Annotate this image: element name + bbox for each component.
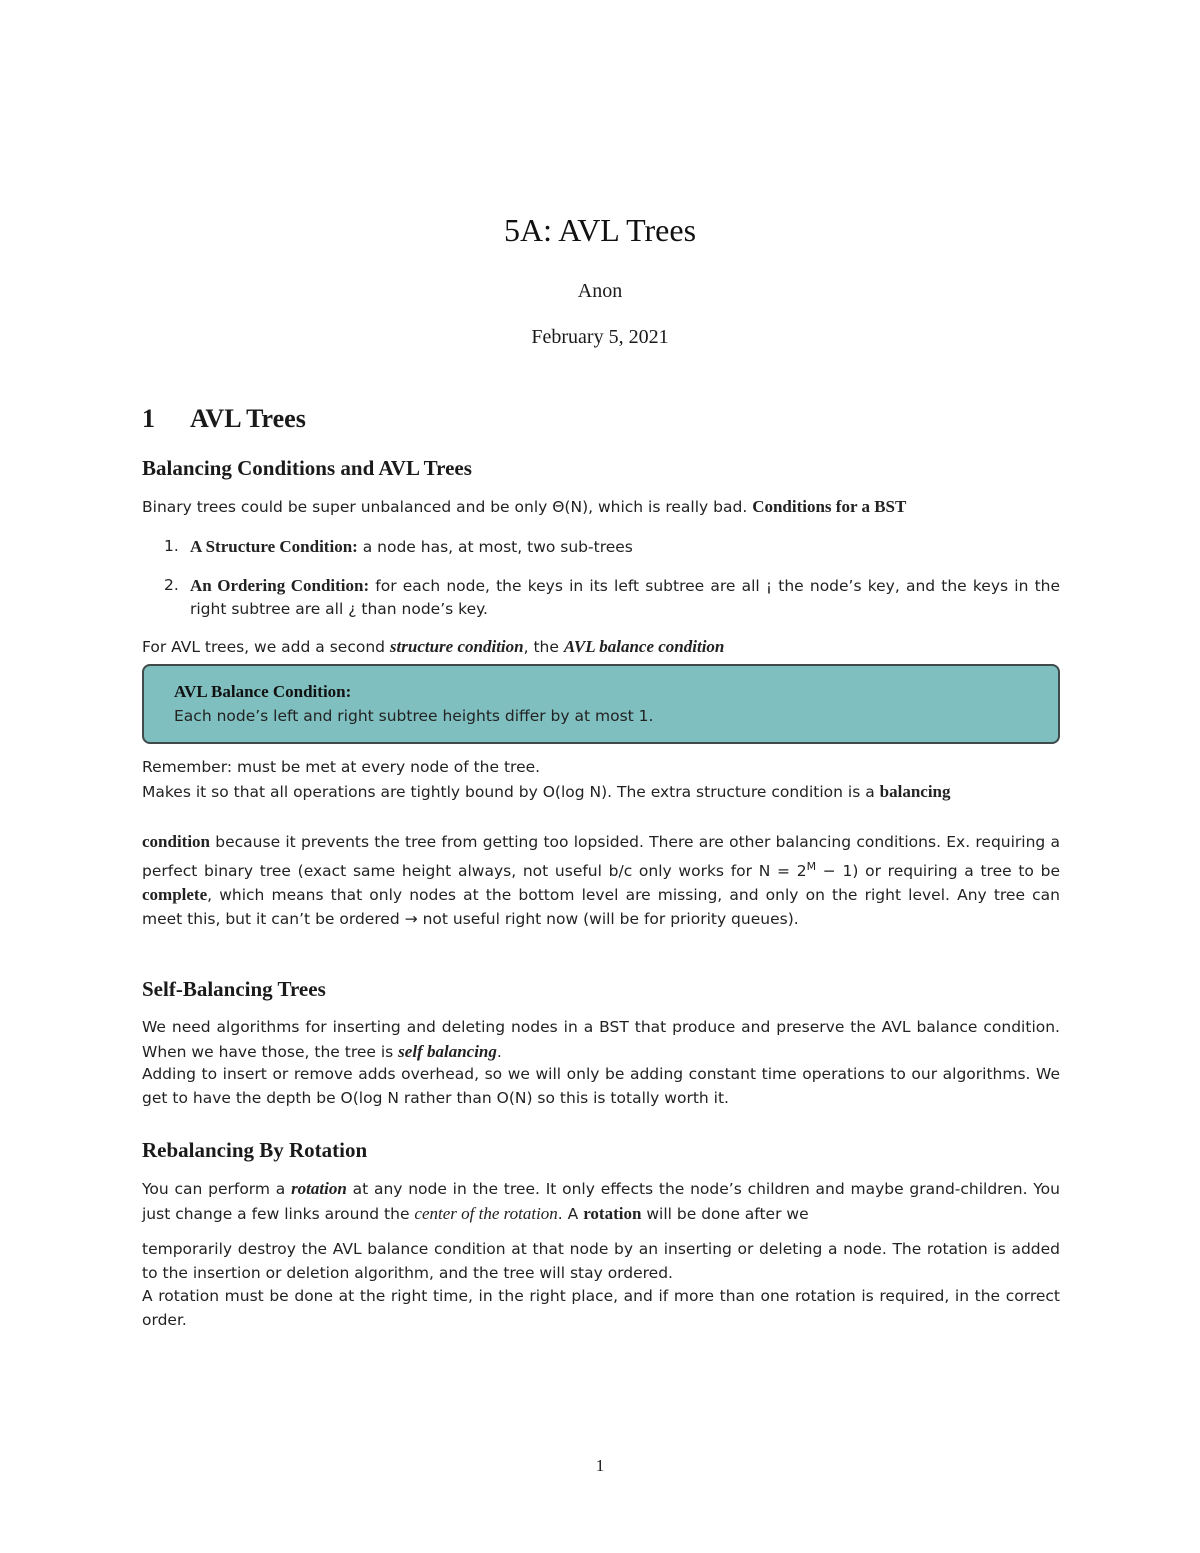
rotation-paragraph bbox=[142, 1177, 1060, 1226]
avl-intro-text: For AVL trees, we add a second bbox=[142, 638, 390, 656]
list-item-text: for each node, the keys in its left subtree are all ¡ the node’s key, and the keys in the right subtree are all ¿ than node’s key. bbox=[190, 576, 1061, 618]
self-balancing-term: self balancing bbox=[398, 1041, 497, 1061]
rotation-text: . A bbox=[557, 1204, 584, 1223]
avl-intro bbox=[142, 635, 1060, 660]
document-author: Anon bbox=[577, 280, 623, 302]
rotation-text: at any node in the tree. It only effects the node’s children and maybe grand-children. You just change a few links around the bbox=[142, 1180, 1060, 1223]
section-number: 1 bbox=[142, 404, 155, 433]
document-title: 5A: AVL Trees bbox=[503, 212, 697, 248]
avl-balance-condition-term: AVL balance condition bbox=[563, 637, 725, 656]
bound-line bbox=[142, 780, 1060, 805]
structure-condition-term: structure condition bbox=[389, 637, 524, 656]
list-item-label: An Ordering Condition: bbox=[190, 575, 370, 595]
rotation-text: You can perform a bbox=[142, 1180, 292, 1198]
section-title: AVL Trees bbox=[190, 404, 306, 433]
list-item-text: a node has, at most, two sub-trees bbox=[357, 538, 633, 556]
bound-line-text: Makes it so that all operations are tightly bound by O(log N). The extra structure condition is a bbox=[142, 783, 880, 801]
rotation-timing-paragraph: temporarily destroy the AVL balance condition at that node by an inserting or deleting a node. The rotation is added to the insertion or deletion algorithm, and the tree will stay ordered. bbox=[142, 1240, 1060, 1282]
list-item-label: A Structure Condition: bbox=[190, 537, 358, 556]
overhead-paragraph: Adding to insert or remove adds overhead, so we will only be adding constant time operations to our algorithms. We get to have the depth be O(log N rather than O(N) so this is totally worth it. bbox=[142, 1065, 1060, 1107]
rotation-text: will be done after we bbox=[641, 1204, 809, 1223]
self-balancing-text: . bbox=[496, 1042, 502, 1061]
exponent: M bbox=[806, 859, 817, 873]
subsection-heading-balancing: Balancing Conditions and AVL Trees bbox=[142, 456, 472, 480]
callout-body: Each node’s left and right subtree heights differ by at most 1. bbox=[174, 707, 654, 725]
callout-title: AVL Balance Condition: bbox=[174, 682, 352, 701]
bst-conditions-list bbox=[142, 535, 1060, 622]
balancing-explanation-text: − 1) or requiring a tree to be bbox=[816, 861, 1060, 880]
rotation-term: rotation bbox=[291, 1179, 347, 1198]
subsection-heading-rotation: Rebalancing By Rotation bbox=[142, 1138, 368, 1162]
rotation-bold-term: rotation bbox=[583, 1203, 642, 1223]
self-balancing-paragraph bbox=[142, 1016, 1060, 1064]
section-heading bbox=[142, 404, 306, 434]
balancing-term: balancing bbox=[879, 782, 951, 801]
list-item bbox=[142, 574, 1060, 622]
avl-intro-text: , the bbox=[523, 638, 564, 656]
page-number: 1 bbox=[595, 1456, 605, 1475]
self-balancing-text: We need algorithms for inserting and deleting nodes in a BST that produce and preserve the AVL balance condition. When we have those, the tree is bbox=[142, 1018, 1060, 1061]
balancing-intro-bold: Conditions for a BST bbox=[752, 497, 907, 516]
list-marker: 2. bbox=[164, 575, 179, 594]
subsection-heading-self-balancing: Self-Balancing Trees bbox=[142, 977, 326, 1001]
avl-balance-condition-box bbox=[142, 664, 1060, 744]
balancing-explanation-text: because it prevents the tree from getting too lopsided. There are other balancing conditions. Ex. requiring a perfect binary tree (exact same height always, not useful b/c only works for N = 2 bbox=[142, 833, 1060, 880]
condition-term: condition bbox=[142, 832, 211, 851]
center-of-rotation-term: center of the rotation bbox=[414, 1203, 558, 1223]
balancing-intro bbox=[142, 495, 1060, 520]
balancing-explanation bbox=[142, 830, 1060, 931]
rotation-order-paragraph: A rotation must be done at the right time, in the right place, and if more than one rotation is required, in the correct order. bbox=[142, 1287, 1060, 1329]
balancing-explanation-text: , which means that only nodes at the bottom level are missing, and only on the right level. Any tree can meet this, but it can’t be ordered → not useful right now (will be for priority queues). bbox=[142, 886, 1060, 928]
balancing-intro-text: Binary trees could be super unbalanced and be only Θ(N), which is really bad. bbox=[142, 498, 748, 516]
remember-line: Remember: must be met at every node of the tree. bbox=[142, 758, 541, 776]
list-item bbox=[142, 535, 1060, 560]
document-date: February 5, 2021 bbox=[531, 326, 669, 348]
list-marker: 1. bbox=[164, 537, 179, 555]
complete-term: complete bbox=[142, 885, 208, 905]
